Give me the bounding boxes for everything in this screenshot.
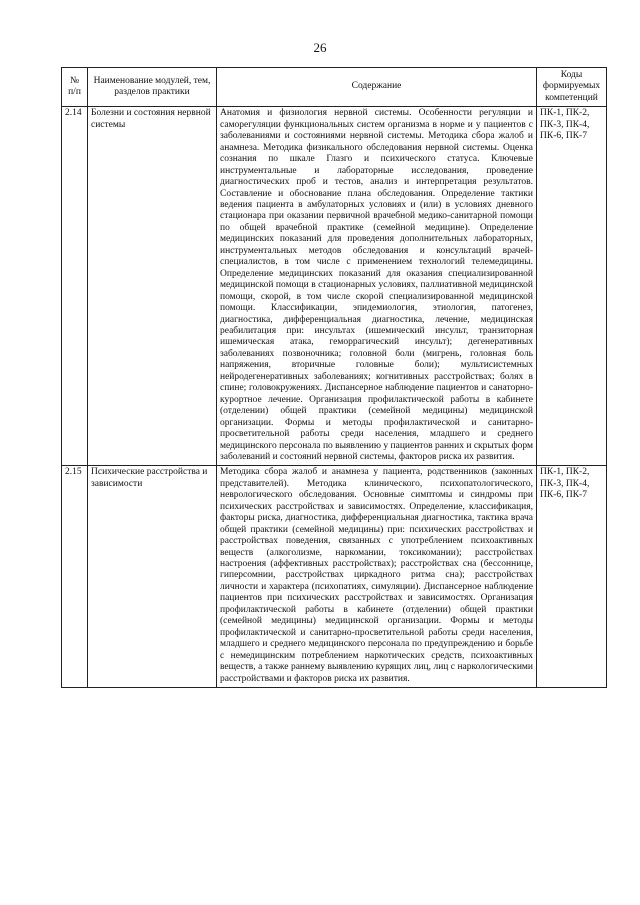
row-module-name: Болезни и состояния нервной системы (88, 107, 217, 466)
row-competency-codes: ПК-1, ПК-2, ПК-3, ПК-4, ПК-6, ПК-7 (537, 107, 607, 466)
row-module-name: Психические расстройства и зависимости (88, 466, 217, 688)
header-number (62, 68, 88, 107)
header-competency-codes: Коды формируемых компетенций (537, 68, 607, 107)
row-number: 2.14 (62, 107, 88, 466)
practice-modules-table (61, 67, 607, 688)
page-number: 26 (313, 40, 327, 55)
header-number-symbol: № (69, 75, 80, 86)
row-competency-codes: ПК-1, ПК-2, ПК-3, ПК-4, ПК-6, ПК-7 (537, 466, 607, 688)
table-header-row (62, 68, 607, 107)
table-row (62, 107, 607, 466)
row-number: 2.15 (62, 466, 88, 688)
table-row (62, 466, 607, 688)
row-content: Методика сбора жалоб и анамнеза у пациента, родственников (законных представителей). Методика клинического, психопатологического, неврологического обследования. Основные симптомы и синдромы при психических расстройствах и зависимостях. Определение, классификация, факторы риска, диагностика, дифференциальная диагностика, тактика врача общей практики (семейной медицины) при: психических расстройствах и расстройствах поведения, связанных с употреблением психоактивных веществ (алкоголизме, наркомании, токсикомании); расстройствах настроения (аффективных расстройствах); расстройствах сна (бессоннице, гиперсомнии, расстройствах циркадного ритма сна); расстройствах личности и характера (психопатиях, симуляции). Диспансерное наблюдение пациентов при психических расстройствах и зависимостях. Организация профилактической работы в кабинете (отделении) общей практики (семейной медицины) медицинской организации. Формы и методы профилактической и санитарно-просветительной работы среди населения, младшего и среднего медицинского персонала по предупреждению и борьбе с немедицинским потреблением наркотических средств, психоактивных веществ, а также раннему выявлению курящих лиц, лиц с наркологическими расстройствами и факторов риска их развития. (217, 466, 537, 688)
header-content: Содержание (217, 68, 537, 107)
header-number-abbrev: п/п (68, 87, 81, 98)
row-content: Анатомия и физиология нервной системы. Особенности регуляции и саморегуляции функциональных систем организма в норме и у пациентов с заболеваниями и состояниями нервной системы. Методика сбора жалоб и анамнеза. Методика физикального обследования нервной системы. Оценка сознания по шкале Глазго и психического статуса. Ключевые инструментальные и лабораторные исследования, проведение диагностических проб и тестов, анализ и интерпретация результатов. Составление и обоснование плана обследования. Определение тактики ведения пациента в амбулаторных условиях и (или) в условиях дневного стационара при оказании первичной врачебной медико-санитарной помощи по общей врачебной практике (семейной медицине). Определение медицинских показаний для проведения дополнительных лабораторных, инструментальных методов обследования и консультаций врачей-специалистов, в том числе с применением технологий телемедицины. Определение медицинских показаний для оказания специализированной медицинской помощи в стационарных условиях, паллиативной медицинской помощи, скорой, в том числе скорой специализированной медицинской помощи. Классификации, эпидемиология, этиология, патогенез, диагностика, дифференциальная диагностика, лечение, медицинская реабилитация при: инсультах (ишемический инсульт, транзиторная ишемическая атака, геморрагический инсульт); дегенеративных заболеваниях позвоночника; головной боли (мигрень, головная боль напряжения, вторичные головные боли); мультисистемных нейродегенеративных заболеваниях; когнитивных расстройствах; болях в спине; головокружениях. Диспансерное наблюдение пациентов и санаторно-курортное лечение. Организация профилактической работы в кабинете (отделении) общей практики (семейной медицины) медицинской организации. Формы и методы профилактической и санитарно-просветительной работы среди населения, младшего и среднего медицинского персонала по выявлению у пациентов ранних и скрытых форм заболеваний и состояний нервной системы, факторов риска их развития. (217, 107, 537, 466)
header-module-name: Наименование модулей, тем, разделов практики (88, 68, 217, 107)
